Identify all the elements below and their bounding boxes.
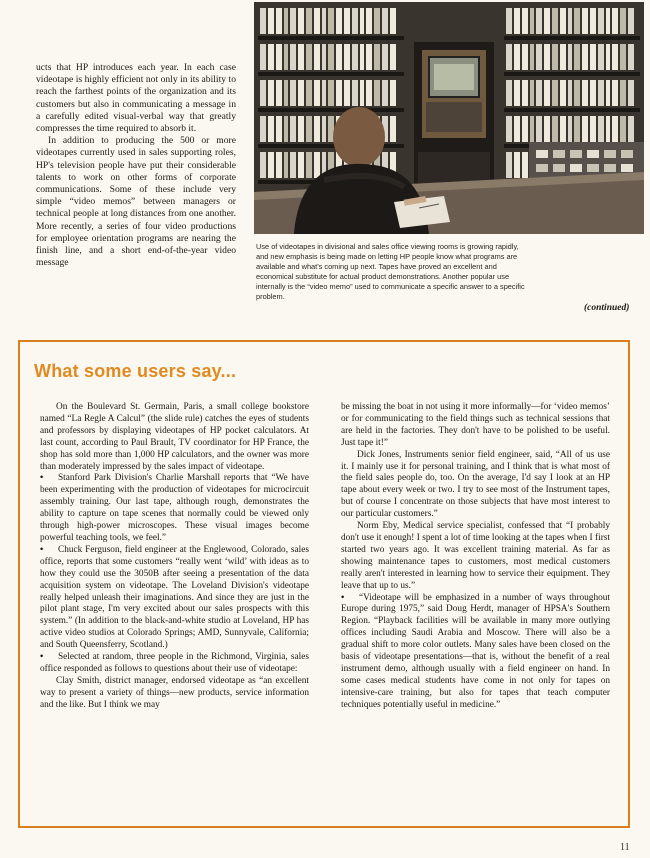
bullet-icon: • (40, 544, 44, 555)
bullet-icon: • (341, 592, 345, 603)
photo-caption: Use of videotapes in divisional and sales office viewing rooms is growing rapidly, and new emphasis is being made on letting HP people know what programs are available and what's coming up next. Tapes have proved an excellent and economical substitute for actual product demonstrations. Another popular use internally is the “video memo” used to communicate a specific answer to a specific problem. (256, 242, 525, 301)
sidebar-paragraph-text: “Videotape will be emphasized in a number of ways throughout Europe during 1975,” said Doug Herdt, manager of HPSA's Southern Region. “Playback facilities will be available in many more outlying offices including Saudi Arabia and Moscow. There will also be a gradual shift to more color outlets. Many sales have been closed on the basis of videotape presentations—that is, without the benefit of a real instrument demo, although usually with a field engineer on hand. In some cases medical students have come in not only for tapes on intensive-care training, but also for tapes that teach computer techniques potentially useful in medicine.” (341, 592, 610, 710)
sidebar-paragraph-text: Stanford Park Division's Charlie Marshall reports that “We have been experimenting with the production of videotapes for microcircuit assembly training. Our last tape, although rough, demonstrates the ability to capture on tape scenes that normally could be viewed only through high-power microscopes. These visual images become powerful teaching tools, we feel.” (40, 473, 309, 543)
sidebar-paragraph: Norm Eby, Medical service specialist, confessed that “I probably don't use it enough! I spent a lot of time looking at the tapes when I first started two years ago. It was excellent training material. As far as showing maintenance tapes to customers, most medical customers really aren't interested in learning how to service their equipment. They leave that up to us.” (341, 521, 610, 591)
page-number: 11 (620, 842, 630, 853)
sidebar-paragraph: On the Boulevard St. Germain, Paris, a small college bookstore named “La Regle A Calcul” (the slide rule) catches the eyes of students and professors by displaying videotapes of HP pocket calculators. At last count, according to Paul Brault, TV coordinator for HP France, the shop has sold more than 1,000 HP calculators, and the owner was more than moderately impressed by the sales impact of videotape. (40, 402, 309, 472)
sidebar-left-column (40, 402, 309, 712)
intro-column (36, 62, 236, 269)
sidebar-bullet-paragraph (341, 593, 610, 712)
intro-paragraph-1: ucts that HP introduces each year. In each case videotape is highly efficient not only in its ability to reach the farthest points of the organization and its customers but also in communicating a message in a carefully edited visual-verbal way that greatly compresses the time required to absorb it. (36, 62, 236, 135)
intro-paragraph-2: In addition to producing the 500 or more videotapes currently used in sales supporting roles, HP's television people have put their considerable talents to work on other forms of corporate communications. Some of these include very simple “video memos” between managers or technical people at long distances from one another. More recently, a series of four video productions for employee orientation programs are nearing the finish line, and a short end-of-the-year video message (36, 135, 236, 269)
sidebar-paragraph: be missing the boat in not using it more informally—for ‘video memos’ or for communicating to the field things such as technical sessions that are held in the factories. They don't have to be polished to be useful. Just tape it!” (341, 402, 610, 448)
sidebar-paragraph: Clay Smith, district manager, endorsed videotape as “an excellent way to present a variety of things—new products, service information and the like. But I think we may (40, 675, 309, 710)
photo-illustration (254, 2, 644, 234)
sidebar-bullet-paragraph (40, 652, 309, 676)
sidebar-paragraph-text: Selected at random, three people in the Richmond, Virginia, sales office responded as follows to questions about their use of videotape: (40, 652, 309, 674)
sidebar-paragraph: Dick Jones, Instruments senior field engineer, said, “All of us use it. I mainly use it for personal training, and I think that is what most of the field sales people do, too. On the average, I'd say I look at an HP tape about every week or two. I try to see most of the Instrument tapes, but of course I concentrate on those subjects that have most interest to our particular customers.” (341, 449, 610, 520)
users-say-sidebar (18, 340, 630, 828)
sidebar-title: What some users say... (34, 361, 237, 381)
sidebar-paragraph-text: Chuck Ferguson, field engineer at the Englewood, Colorado, sales office, reports that some customers “really went ‘wild’ with ideas as to how they could use the 3050B after seeing a presentation of the data acquisition system on videotape. The Loveland Division's videotape really helped unleash their imaginations. And since they are just in the pilot plant stage, I'm very excited about our sales prospects with this system.” (In addition to the black-and-white studio at Loveland, HP has active video studios at Colorado Springs; AMD, Sunnyvale, California; and South Queensferry, Scotland.) (40, 544, 309, 651)
bullet-icon: • (40, 652, 44, 663)
sidebar-bullet-paragraph (40, 545, 309, 652)
sidebar-bullet-paragraph (40, 473, 309, 544)
continued-marker: (continued) (584, 303, 630, 313)
sidebar-right-column (341, 402, 610, 712)
bullet-icon: • (40, 473, 44, 484)
videotape-library-photo (254, 2, 644, 234)
